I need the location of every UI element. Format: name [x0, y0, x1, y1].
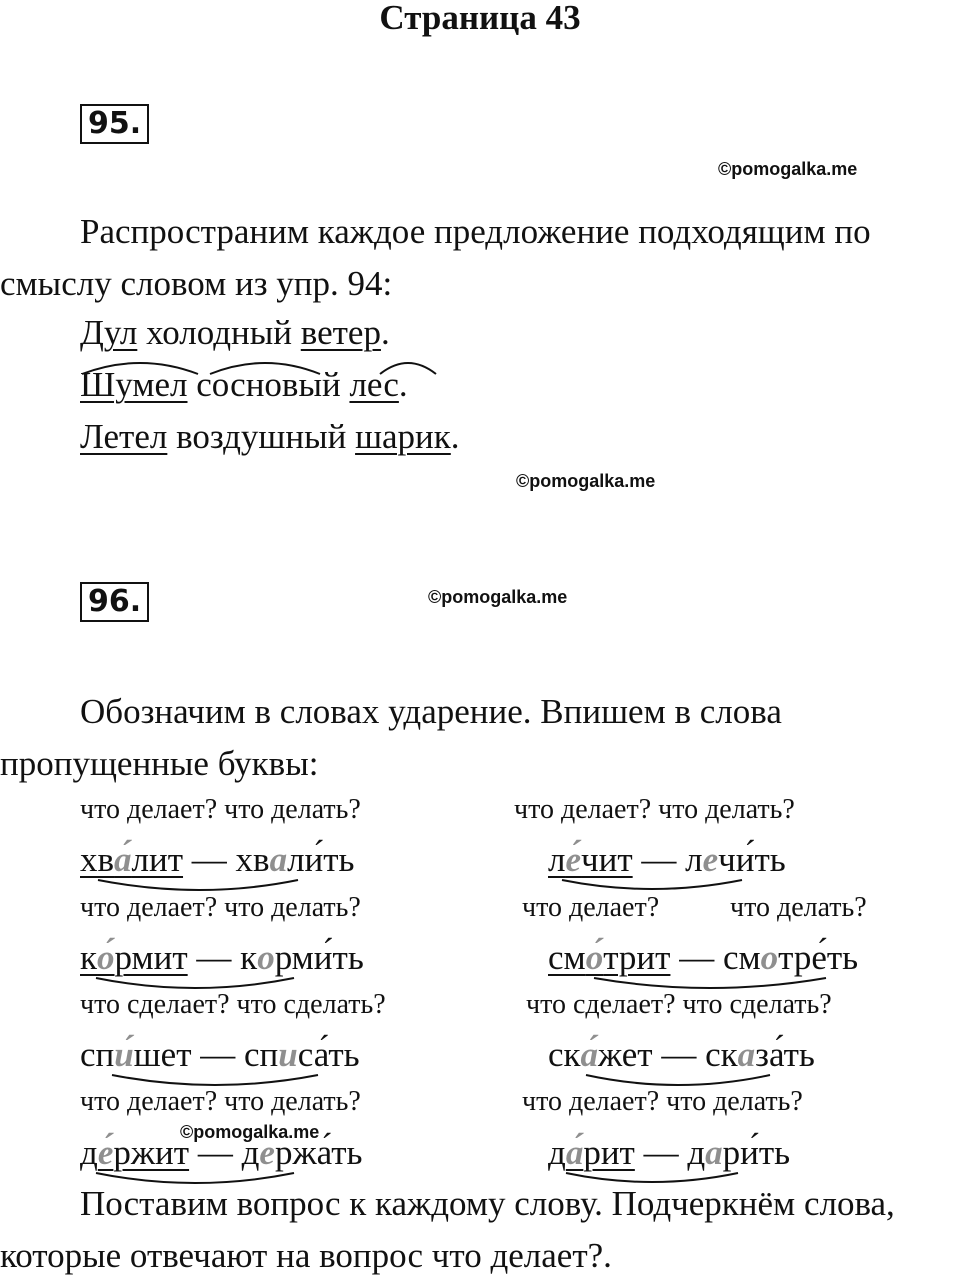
sentence-end: . — [450, 417, 460, 456]
inserted-vowel: а́ — [114, 840, 132, 879]
inserted-vowel: о́ — [585, 938, 604, 977]
watermark: ©pomogalka.me — [428, 587, 568, 607]
verb-infinitive: держа́ть — [241, 1133, 363, 1172]
watermark: ©pomogalka.me — [180, 1122, 320, 1142]
inserted-vowel: а — [737, 1035, 756, 1074]
inserted-vowel: о — [257, 938, 275, 977]
sentence-3 — [80, 417, 460, 457]
task-96-number — [80, 582, 149, 622]
inserted-vowel: а — [705, 1133, 723, 1172]
inserted-vowel: а́ — [580, 1035, 599, 1074]
sentence-end: . — [398, 365, 408, 404]
sentence-text: сосновый — [187, 365, 350, 404]
task-number-box: 96. — [80, 582, 149, 622]
arc — [594, 978, 826, 988]
inserted-vowel: а́ — [565, 1133, 584, 1172]
question-line: что делает? что делать? — [80, 1086, 361, 1117]
arc — [98, 880, 298, 890]
verb-present: да́рит — [548, 1133, 635, 1172]
word-pair-1: хва́лит — хвали́ть — [80, 840, 355, 879]
sentence-text: холодный — [137, 313, 301, 352]
inserted-vowel: а — [269, 840, 288, 879]
inserted-vowel: е́ — [565, 840, 582, 879]
inserted-vowel: е — [702, 840, 719, 879]
predicate-word: ветер — [300, 313, 381, 352]
subject-word: Дул — [80, 313, 138, 352]
sentence-2 — [80, 365, 408, 405]
question-line: что делает? что делать? — [514, 794, 795, 825]
inserted-vowel: о́ — [97, 938, 115, 977]
word-pair-7: де́ржит — держа́ть — [80, 1133, 363, 1172]
predicate-word: шарик — [355, 417, 451, 456]
word-pair-4: смо́трит — смотре́ть — [548, 938, 859, 977]
watermark: ©pomogalka.me — [516, 471, 656, 491]
verb-future: спи́шет — [80, 1035, 192, 1074]
verb-infinitive: списа́ть — [244, 1035, 360, 1074]
verb-present: хва́лит — [80, 840, 184, 879]
arc — [112, 1075, 318, 1085]
task-95-number — [80, 104, 149, 144]
predicate-word: лес — [349, 365, 399, 404]
question-line: что делает? что делать? — [80, 794, 361, 825]
verb-present: ко́рмит — [80, 938, 188, 977]
word-pair-3: ко́рмит — корми́ть — [80, 938, 364, 977]
question-line: что делает? что делать? — [80, 892, 361, 923]
verb-infinitive: дари́ть — [687, 1133, 791, 1172]
question-line: что сделает? что сделать? — [80, 989, 386, 1020]
inserted-vowel: и — [278, 1035, 298, 1074]
verb-present: де́ржит — [80, 1133, 190, 1172]
task-96-intro: Обозначим в словах ударение. Впишем в слова пропущенные буквы: — [0, 692, 782, 783]
question-line: что делает? что делать? — [522, 1086, 803, 1117]
question-line: что сделает? что сделать? — [526, 989, 832, 1020]
verb-present: ле́чит — [548, 840, 633, 879]
word-pair-8: да́рит — дари́ть — [548, 1133, 791, 1172]
question-line: что делать? — [730, 892, 867, 923]
inserted-vowel: и́ — [114, 1035, 134, 1074]
subject-word: Летел — [80, 417, 168, 456]
verb-infinitive: сказа́ть — [705, 1035, 815, 1074]
word-pair-5: спи́шет — списа́ть — [80, 1035, 360, 1074]
verb-infinitive: смотре́ть — [722, 938, 859, 977]
watermark: ©pomogalka.me — [718, 159, 858, 179]
arc — [562, 880, 742, 889]
inserted-vowel: о — [760, 938, 779, 977]
verb-present: смо́трит — [548, 938, 671, 977]
sentence-end: . — [380, 313, 390, 352]
verb-infinitive: лечи́ть — [685, 840, 786, 879]
word-pair-6: ска́жет — сказа́ть — [548, 1035, 815, 1074]
task-96-outro: Поставим вопрос к каждому слову. Подчеркнём слова, которые отвечают на вопрос что делает?. — [0, 1184, 895, 1275]
arc — [96, 978, 294, 988]
sentence-text: воздушный — [167, 417, 356, 456]
verb-infinitive: корми́ть — [240, 938, 364, 977]
sentence-1 — [80, 313, 390, 353]
task-number-box: 95. — [80, 104, 149, 144]
inserted-vowel: е́ — [97, 1133, 114, 1172]
inserted-vowel: е — [259, 1133, 275, 1172]
word-pair-2: ле́чит — лечи́ть — [548, 840, 786, 879]
subject-word: Шумел — [80, 365, 188, 404]
arc — [586, 1075, 770, 1085]
task-95-intro: Распространим каждое предложение подходящим по смыслу словом из упр. 94: — [0, 212, 871, 303]
page-title: Страница 43 — [379, 0, 581, 37]
verb-infinitive: хвали́ть — [235, 840, 355, 879]
verb-future: ска́жет — [548, 1035, 653, 1074]
question-line: что делает? — [522, 892, 660, 923]
